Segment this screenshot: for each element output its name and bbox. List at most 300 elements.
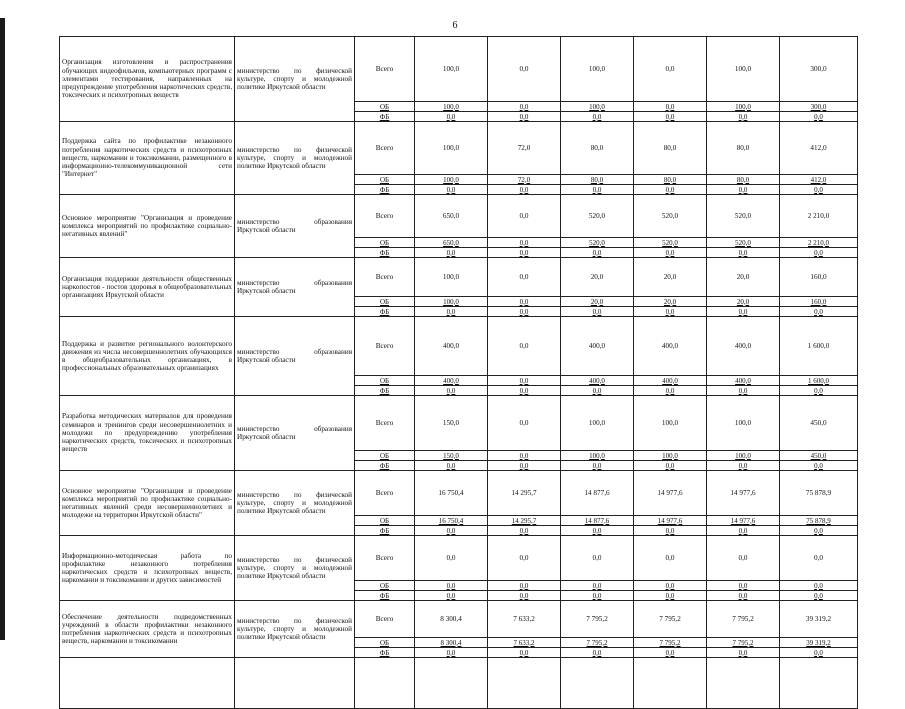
source-label-ob [355,376,415,386]
cell-value: 0,0 [446,386,456,395]
source-label-total: Всего [355,317,415,376]
cell-value: 0,0 [592,248,602,257]
cell-total-3: 400,0 [634,317,707,376]
cell-fb-3 [634,185,707,195]
cell-ob-2 [561,175,634,185]
cell-value: 14 877,6 [584,516,610,525]
cell-total-0: 0,0 [415,536,488,581]
cell-fb-1 [488,526,561,536]
cell-value: 100,0 [589,102,605,111]
cell-value: 0,0 [519,581,529,590]
cell-value: 16 750,4 [438,516,464,525]
responsible-executor: министерство образования Иркутской области [235,317,355,396]
source-label-text: ФБ [379,526,390,535]
cell-value: 0,0 [738,648,748,657]
cell-value: 0,0 [592,526,602,535]
cell-value: 0,0 [446,526,456,535]
cell-value: 0,0 [665,581,675,590]
cell-ob-5 [780,638,858,648]
cell-ob-1 [488,638,561,648]
source-label-text: ФБ [379,185,390,194]
responsible-executor: министерство по физической культуре, спорту и молодежной политике Иркутской области [235,37,355,122]
cell-value: 80,0 [663,175,677,184]
cell-ob-1 [488,175,561,185]
cell-total-5: 160,0 [780,258,858,297]
cell-value: 80,0 [590,175,604,184]
cell-fb-3 [634,461,707,471]
cell-fb-4 [707,526,780,536]
cell-total-2: 14 877,6 [561,471,634,516]
cell-fb-1 [488,591,561,601]
cell-value: 0,0 [519,386,529,395]
cell-value: 20,0 [590,297,604,306]
cell-total-5: 39 319,2 [780,601,858,638]
cell-fb-4 [707,461,780,471]
source-label-ob [355,581,415,591]
source-label-text: ФБ [379,248,390,257]
cell-ob-4 [707,451,780,461]
source-label-total: Всего [355,471,415,516]
cell-fb-5 [780,112,858,122]
cell-ob-2 [561,451,634,461]
cell-value: 0,0 [665,112,675,121]
table-row [60,195,858,238]
cell-total-0: 16 750,4 [415,471,488,516]
cell-fb-3 [634,248,707,258]
cell-value: 0,0 [814,185,823,194]
cell-value: 0,0 [814,461,823,470]
cell-total-4: 100,0 [707,396,780,451]
cell-value: 14 295,7 [511,516,537,525]
cell-total-1: 0,0 [488,195,561,238]
cell-fb-3 [634,307,707,317]
source-label-text: ОБ [379,238,390,247]
cell-ob-0 [415,175,488,185]
cell-value: 75 878,9 [806,516,831,525]
cell-total-1: 0,0 [488,396,561,451]
cell-ob-3 [634,581,707,591]
cell-value: 8 300,4 [440,638,462,647]
cell-value: 14 977,6 [730,516,756,525]
source-label-ob [355,175,415,185]
cell-fb-2 [561,112,634,122]
measure-description: Основное мероприятие "Организация и проведение комплекса мероприятий по профилактике социально-негативных явлений" [60,195,235,258]
cell-value: 14 977,6 [657,516,683,525]
cell-total-2: 520,0 [561,195,634,238]
measure-description: Организация поддержки деятельности общественных наркопостов - постов здоровья в общеобразовательных организациях Иркутской области [60,258,235,317]
cell-value: 520,0 [735,238,751,247]
cell-value: 39 319,2 [806,638,831,647]
cell-fb-1 [488,185,561,195]
source-label-text: ОБ [379,175,390,184]
cell-value: 7 795,2 [586,638,608,647]
cell-total-4: 0,0 [707,536,780,581]
cell-value: 0,0 [814,591,823,600]
cell-fb-3 [634,591,707,601]
cell-ob-4 [707,376,780,386]
cell-ob-4 [707,638,780,648]
source-label-text: ФБ [379,112,390,121]
cell-total-2: 100,0 [561,396,634,451]
cell-value: 0,0 [519,238,529,247]
cell-value: 0,0 [814,386,823,395]
source-label-text: ОБ [379,451,390,460]
cell-value: 0,0 [665,386,675,395]
cell-value: 0,0 [592,591,602,600]
cell-total-5: 450,0 [780,396,858,451]
cell-fb-0 [415,648,488,658]
cell-fb-5 [780,461,858,471]
cell-value: 300,0 [810,102,827,111]
cell-fb-5 [780,248,858,258]
cell-total-3: 520,0 [634,195,707,238]
cell-total-4: 80,0 [707,122,780,175]
cell-ob-4 [707,516,780,526]
cell-value: 0,0 [446,461,456,470]
cell-total-0: 8 300,4 [415,601,488,638]
cell-ob-0 [415,297,488,307]
cell-fb-1 [488,648,561,658]
cell-fb-2 [561,648,634,658]
cell-value: 72,0 [517,175,531,184]
measure-description: Поддержка сайта по профилактике незаконного потребления наркотических средств и психотропных веществ, наркомании и токсикомании, размещенного в информационно-телекоммуникационной сети "Интернет" [60,122,235,195]
cell-ob-3 [634,376,707,386]
cell-value: 100,0 [735,102,751,111]
cell-total-4: 520,0 [707,195,780,238]
cell-ob-3 [634,516,707,526]
measure-description: Поддержка и развитие регионального волонтерского движения из числа несовершеннолетних обучающихся в общеобразовательных организациях, в профессиональных образовательных организациях [60,317,235,396]
cell-total-1: 0,0 [488,258,561,297]
cell-value: 0,0 [592,307,602,316]
cell-value: 0,0 [814,112,823,121]
cell-fb-2 [561,185,634,195]
cell-total-4: 14 977,6 [707,471,780,516]
cell-fb-4 [707,112,780,122]
cell-ob-3 [634,102,707,112]
source-label-ob [355,516,415,526]
cell-fb-5 [780,386,858,396]
source-label-total: Всего [355,396,415,451]
cell-total-3: 20,0 [634,258,707,297]
cell-ob-0 [415,638,488,648]
cell-value: 0,0 [738,386,748,395]
cell-value: 2 210,0 [808,238,829,247]
source-label-text: ФБ [379,591,390,600]
cell-ob-0 [415,238,488,248]
cell-value: 0,0 [738,185,748,194]
responsible-executor: министерство по физической культуре, спорту и молодежной политике Иркутской области [235,601,355,658]
measure-description: Основное мероприятие "Организация и проведение комплекса мероприятий по профилактике социально-негативных явлений среди несовершеннолетних и молодежи на территории Иркутской области" [60,471,235,536]
cell-value: 80,0 [736,175,750,184]
cell-value: 0,0 [665,185,675,194]
cell-value: 0,0 [446,648,456,657]
table-row [60,258,858,297]
cell-value: 0,0 [446,185,456,194]
cell-fb-3 [634,526,707,536]
cell-total-1: 72,0 [488,122,561,175]
cell-value: 0,0 [665,648,675,657]
cell-fb-2 [561,307,634,317]
cell-fb-5 [780,185,858,195]
source-label-total: Всего [355,195,415,238]
source-label-ob [355,297,415,307]
cell-fb-5 [780,648,858,658]
cell-value: 0,0 [519,461,529,470]
cell-ob-3 [634,297,707,307]
cell-value: 0,0 [519,102,529,111]
cell-ob-5 [780,516,858,526]
cell-fb-0 [415,386,488,396]
cell-ob-5 [780,451,858,461]
table-row [60,471,858,516]
cell-value: 0,0 [519,451,529,460]
cell-fb-0 [415,526,488,536]
source-label-text: ФБ [379,386,390,395]
cell-value: 520,0 [589,238,605,247]
cell-fb-4 [707,386,780,396]
cell-value: 0,0 [446,581,456,590]
source-label-fb [355,461,415,471]
source-label-text: ОБ [379,638,390,647]
cell-ob-0 [415,516,488,526]
cell-value: 100,0 [443,297,459,306]
source-label-fb [355,386,415,396]
cell-fb-1 [488,461,561,471]
source-label-text: ОБ [379,376,390,385]
cell-fb-5 [780,307,858,317]
cell-fb-2 [561,591,634,601]
cell-ob-1 [488,376,561,386]
cell-value: 0,0 [665,526,675,535]
source-label-fb [355,112,415,122]
cell-value: 0,0 [446,248,456,257]
cell-value: 160,0 [810,297,827,306]
cell-value: 150,0 [443,451,459,460]
source-label-fb [355,185,415,195]
cell-total-5: 300,0 [780,37,858,102]
responsible-executor: министерство по физической культуре, спорту и молодежной политике Иркутской области [235,122,355,195]
measure-description: Разработка методических материалов для проведения семинаров и тренингов среди несовершеннолетних и молодежи по предупреждению употребления наркотических средств, токсических и психотропных веществ [60,396,235,471]
cell-value: 0,0 [592,648,602,657]
source-label-ob [355,638,415,648]
cell-total-3: 80,0 [634,122,707,175]
cell-fb-2 [561,526,634,536]
cell-ob-1 [488,516,561,526]
cell-ob-1 [488,451,561,461]
cell-value: 0,0 [446,591,456,600]
cell-ob-0 [415,451,488,461]
cell-total-0: 100,0 [415,122,488,175]
cell-value: 0,0 [738,461,748,470]
cell-ob-5 [780,102,858,112]
cell-value: 412,0 [810,175,827,184]
cell-fb-1 [488,386,561,396]
measure-description: Информационно-методическая работа по профилактике незаконного потребления наркотических средств и психотропных веществ, наркомании и токсикомании и других зависимостей [60,536,235,601]
table-row [60,536,858,581]
cell-total-2: 400,0 [561,317,634,376]
source-label-fb [355,526,415,536]
cell-value: 520,0 [662,238,678,247]
cell-total-5: 1 600,0 [780,317,858,376]
cell-fb-5 [780,591,858,601]
cell-value: 0,0 [519,526,529,535]
source-label-text: ОБ [379,581,390,590]
cell-fb-1 [488,307,561,317]
cell-total-3: 14 977,6 [634,471,707,516]
cell-value: 400,0 [443,376,459,385]
cell-total-1: 7 633,2 [488,601,561,638]
cell-value: 0,0 [519,297,529,306]
cell-fb-3 [634,648,707,658]
cell-value: 0,0 [519,591,529,600]
cell-total-1: 14 295,7 [488,471,561,516]
cell-total-3: 100,0 [634,396,707,451]
source-label-fb [355,307,415,317]
measure-description: Организация изготовления и распространения обучающих видеофильмов, компьютерных программ с элементами тестирования, направленных на предупреждение употребления наркотических средств, токсических и психотропных веществ [60,37,235,122]
cell-value: 0,0 [738,581,748,590]
cell-fb-0 [415,591,488,601]
cell-total-0: 100,0 [415,258,488,297]
source-label-text: ОБ [379,516,390,525]
responsible-executor: министерство по физической культуре, спорту и молодежной политике Иркутской области [235,471,355,536]
cell-total-2: 100,0 [561,37,634,102]
cell-fb-4 [707,591,780,601]
cell-ob-3 [634,175,707,185]
table-row [60,122,858,175]
cell-value: 100,0 [735,451,751,460]
cell-value: 0,0 [665,102,675,111]
cell-ob-0 [415,102,488,112]
cell-total-1: 0,0 [488,536,561,581]
source-label-fb [355,648,415,658]
source-label-ob [355,238,415,248]
cell-ob-2 [561,376,634,386]
cell-total-5: 2 210,0 [780,195,858,238]
cell-fb-0 [415,248,488,258]
budget-table [59,36,858,709]
cell-total-5: 0,0 [780,536,858,581]
cell-fb-1 [488,112,561,122]
cell-ob-2 [561,238,634,248]
cell-fb-3 [634,112,707,122]
cell-ob-2 [561,102,634,112]
cell-fb-2 [561,461,634,471]
cell-ob-1 [488,581,561,591]
cell-value: 0,0 [738,248,748,257]
binding-edge [0,18,5,640]
cell-value: 400,0 [589,376,605,385]
cell-value: 0,0 [592,185,602,194]
cell-fb-2 [561,386,634,396]
cell-total-3: 0,0 [634,37,707,102]
cell-total-2: 0,0 [561,536,634,581]
cell-ob-5 [780,175,858,185]
source-label-text: ФБ [379,648,390,657]
cell-total-0: 650,0 [415,195,488,238]
source-label-text: ФБ [379,307,390,316]
cell-total-5: 75 878,9 [780,471,858,516]
cell-fb-3 [634,386,707,396]
cell-value: 0,0 [519,648,529,657]
source-label-fb [355,591,415,601]
cell-value: 20,0 [663,297,677,306]
source-label-ob [355,451,415,461]
cell-value: 0,0 [738,526,748,535]
cell-total-3: 0,0 [634,536,707,581]
cell-total-3: 7 795,2 [634,601,707,638]
responsible-executor: министерство образования Иркутской области [235,195,355,258]
cell-ob-1 [488,297,561,307]
cell-fb-0 [415,185,488,195]
source-label-text: ОБ [379,297,390,306]
cell-value: 0,0 [446,307,456,316]
cell-value: 0,0 [738,591,748,600]
source-label-total: Всего [355,601,415,638]
cell-ob-4 [707,581,780,591]
cell-fb-4 [707,648,780,658]
cell-ob-5 [780,238,858,248]
source-label-total: Всего [355,258,415,297]
cell-value: 0,0 [665,248,675,257]
cell-value: 0,0 [592,461,602,470]
cell-ob-0 [415,376,488,386]
cell-value: 0,0 [519,307,529,316]
cell-fb-1 [488,248,561,258]
cell-ob-2 [561,297,634,307]
cell-ob-1 [488,102,561,112]
cell-value: 0,0 [519,248,529,257]
cell-value: 0,0 [592,581,602,590]
cell-ob-4 [707,102,780,112]
table-row [60,317,858,376]
source-label-ob [355,102,415,112]
cell-total-4: 20,0 [707,258,780,297]
cell-ob-1 [488,238,561,248]
cell-value: 450,0 [810,451,827,460]
cell-ob-2 [561,516,634,526]
measure-description: Обеспечение деятельности подведомственных учреждений в области профилактики незаконного потребления наркотических средств и психотропных веществ, наркомании и токсикомании [60,601,235,658]
cell-fb-2 [561,248,634,258]
cell-value: 100,0 [662,451,678,460]
cell-value: 1 600,0 [808,376,829,385]
cell-value: 400,0 [662,376,678,385]
cell-value: 7 795,2 [659,638,681,647]
cell-value: 100,0 [589,451,605,460]
cell-total-2: 7 795,2 [561,601,634,638]
source-label-total: Всего [355,122,415,175]
table-row [60,37,858,102]
cell-value: 0,0 [665,591,675,600]
cell-total-2: 80,0 [561,122,634,175]
cell-fb-5 [780,526,858,536]
cell-ob-5 [780,376,858,386]
responsible-executor: министерство образования Иркутской области [235,258,355,317]
cell-ob-0 [415,581,488,591]
cell-total-4: 100,0 [707,37,780,102]
cell-value: 0,0 [814,307,823,316]
cell-ob-2 [561,581,634,591]
cell-ob-4 [707,297,780,307]
cell-value: 0,0 [814,526,823,535]
cell-fb-0 [415,307,488,317]
cell-total-1: 0,0 [488,317,561,376]
cell-ob-3 [634,638,707,648]
cell-value: 0,0 [592,112,602,121]
source-label-total: Всего [355,536,415,581]
cell-value: 0,0 [519,376,529,385]
cell-value: 0,0 [738,112,748,121]
cell-ob-5 [780,297,858,307]
